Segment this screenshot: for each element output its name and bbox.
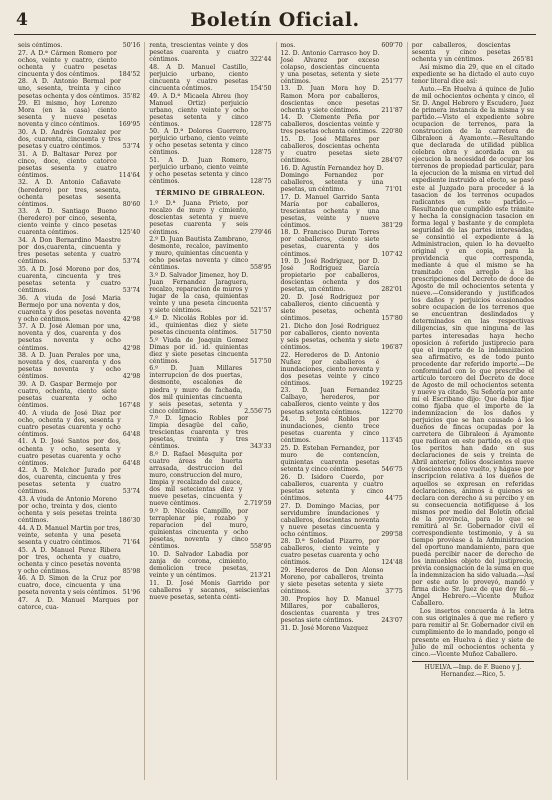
ledger-entry <box>149 42 271 63</box>
entry-amount: 558'95 <box>250 543 272 551</box>
entry-text: 38. A D. Juan Perales por una, noventa y dos, cuarenta y dos pesetas noventa y ocho céntimos. <box>18 352 121 381</box>
entry-text: 21. Dicho don José Rodriguez por caballeros, ciento noventa y seis pesetas, ochenta y siete céntimos. <box>280 322 380 351</box>
entry-amount: 114'64 <box>118 171 141 179</box>
entry-text: 40. A viuda de José Diaz por ocho, ochenta y dos, sesenta y cuatro pesetas cuarenta y ocho céntimos. <box>18 409 121 438</box>
entry-amount: 558'95 <box>250 264 272 272</box>
entry-text: 13. D. Juan Mora hoy D. Ramon Mora por caballeros, doscientas once pesetas ochenta y siete céntimos. <box>280 85 380 114</box>
entry-text: 12. D. Antonio Carrasco hoy D. José Alvarez por exceso colapso, doscientas cincuenta y una pesetas, setenta y siete céntimos. <box>280 49 380 85</box>
entry-amount: 128'75 <box>250 120 272 128</box>
entry-text: 16. D. Agustín Fernandez hoy D. Domingo Fernandez por caballeros, setenta y una pesetas, un céntimo. <box>280 164 384 193</box>
ledger-entry <box>149 415 271 450</box>
printer-imprint: HUELVA.—Imp. de F. Bueno y J. Hernandez.—Rico, 5. <box>412 661 534 678</box>
entry-amount: 64'48 <box>122 459 141 467</box>
entry-text: mos. <box>280 42 296 49</box>
entry-amount: 128'75 <box>250 178 272 186</box>
entry-amount: 53'74 <box>122 143 141 151</box>
ledger-entry <box>281 503 403 538</box>
ledger-entry <box>281 136 403 164</box>
ledger-entry <box>18 42 140 49</box>
section-title: TÉRMINO DE GIBRALEON. <box>155 189 266 198</box>
entry-text: 39. A D. Gaspar Bermejo por cuatro, ochenta, ciento siete pesetas cuarenta y ocho céntimos. <box>18 380 117 410</box>
body-paragraph: Auto.—En Huelva á quince de Julio de mil ochocientos ochenta y cinco, el Sr. D. Angel Hebrero y Escudero, Juez de primera instancia de la misma y su partido.—Visto el expediente sobre ocupacion de terrenos, para la construccion de la carretera de Gibraleon á Ayamonte.—Resultando que declarada de utilidad pública celebra obra y acordada en su ejecucion la necesidad de ocupar los terrenos de propiedad particular, para la ejecucion de la misma en virtud del expediente instruido al efecto, se pasó este al Juzgado para proceder á la tasacion de los terrenos ocupados radicantes en este partido.—Resultando que cumplido este trámite y hecha la consignacion tasacion en forma legal y bastante y de completa seguridad de las partes interesadas, se consintió el expediente á la Administracion, quien lo ha devuelto original y en copia, para la providencia que corresponda, mediante á que el mismo se ha tramitado con arreglo á las prescripciones del Decreto de doce de Agosto de mil ochocientos setenta y nueve.—Considerando y justificados los daños y perjuicios ocasionados sobre ocupacion de los terrenos que se encuentran deslindados y determinados en las respectivas diligencias, sin que ninguna de las partes interesadas haya hecho oposicion á referido justiprecio para que el importe de la indemnizacion sea afirmativo, es de todo punto procedente dar referido importe.—De conformidad con lo que prescribe el artículo tercero del Decreto de doce de Agosto de mil ochocientos setenta y nueve ya citado, Su Señoría por ante mí el Escribano dijo: Que debia fijar como fijaba que el importe de la indemnizacion de los daños y perjuicios que se han causado á los dueños de fincas ocupadas por la carretera de Gibraleon á Ayamonte que radican en este partido, es el que los peritos han dado en sus declaraciones de seis y treinta de Abril anterior, folios doscientos nueve y doscientos once vuelto, y hágase por inscripcion relativa á los dueños de aquellos se expresan en referidas declaraciones, ánimos á quienes se declara con derecho á su percibo y en su consecuencia notifíquese á los mismos por medio del Boletín oficial de la provincia, para lo que se remitirá al Sr. Gobernador civil el correspondiente testimonio, y á su tiempo provéase á la Administracion del oportuno mandamiento, para que pueda percibir nacer de derecho de los inmuebles objeto del justiprecio, prévia consignacion de la suma en que la indemnizacion ha sido valuada.—Así por este auto lo proveyó, mandó y firma dicho Sr. Juez de que doy fé.—Angel Hebrero.—Vicente Muñoz Caballero. <box>411 85 534 608</box>
page-title: Boletín Oficial. <box>190 9 360 31</box>
entry-text: 43. A viuda de Antonio Moreno por ocho, treinta y dos, ciento ochenta y seis pesetas treinta céntimos. <box>18 496 117 525</box>
entry-amount: 44'75 <box>385 494 403 502</box>
ledger-entry <box>281 85 403 113</box>
ledger-entry <box>18 100 140 128</box>
entry-amount: 184'52 <box>118 70 141 78</box>
entry-amount: 167'48 <box>118 402 141 410</box>
ledger-entry <box>18 597 140 611</box>
entry-amount: 282'01 <box>381 286 403 294</box>
entry-amount: 37'75 <box>385 588 403 596</box>
ledger-entry <box>281 50 403 85</box>
entry-text: 49. A D.ª Micaela Abreu (hoy Manuel Ortiz) perjuicio urbano, ciento veinte y ocho pesetas setenta y cinco céntimos. <box>149 92 249 128</box>
entry-text: 2.º D. Juan Bautista Zambrano, desmonte, recalce, pavimento y muro, quinientas cincuenta y ocho pesetas noventa y cinco céntimos. <box>149 236 249 272</box>
ledger-entry <box>149 236 271 271</box>
ledger-entry <box>149 508 271 550</box>
entry-text: 42. A D. Melchor Jurado por dos, cuarenta, cincuenta y tres pesetas setenta y cuatro céntimos. <box>18 467 121 496</box>
entry-text: 46. A D. Simon de la Cruz por cuatro, doce, cincuenta y una peseta noventa y seis céntimos. <box>18 575 121 597</box>
entry-text: 27. D. Domingo Macias, por servidumbre inundaciones y caballeros, doscientas noventa y nueve pesetas cincuenta y ocho céntimos. <box>280 502 380 538</box>
ledger-entry <box>149 365 271 414</box>
body-paragraph: Los insertos concuerda á la letra con sus originales á que me refiero y para remitir al Sr. Gobernador civil en cumplimiento de lo mandado, pongo el presente en Huelva á diez y siete de Julio de mil ochocientos ochenta y cinco.—Vicente Muñoz Caballero. <box>411 608 534 658</box>
entry-amount: 122'70 <box>381 408 403 416</box>
entry-text: 8.º D. Rafael Mesquita por cuatro áreas de huerta arrasada, destruccion del muro, construccion del muro, limpia y recalzado del cauce, dos mil setecientas diez y nueve pesetas, cincuenta y nueve céntimos. <box>149 451 243 508</box>
entry-text: 14. D. Clemente Peña por caballeros, doscientas veinte y tres pesetas ochenta céntimos. <box>280 114 380 136</box>
ledger-entry <box>18 381 140 409</box>
entry-amount: 265'81 <box>512 56 534 64</box>
ledger-entry <box>281 387 403 415</box>
ledger-entry <box>18 151 140 179</box>
entry-text: 24. D. José Robles por inundaciones, ciento trece pesetas cuarenta y cinco céntimos. <box>280 416 380 445</box>
entry-amount: 196'87 <box>381 343 403 351</box>
ledger-entry <box>281 625 403 632</box>
entry-amount: 42'98 <box>122 344 141 352</box>
entry-text: 6.º D. Juan Millares interrupcion de dos puertas, desmonte, escalones de piedra y muro de fachada, dos mil quinientas cincuenta y seis pesetas, setenta y cinco céntimos. <box>149 365 243 415</box>
entry-amount: 343'33 <box>250 443 272 451</box>
entry-text: 17. D. Manuel Garrido Santa María por caballeros, trescientas ochenta y una pesetas, veinte y nueve céntimos. <box>280 193 380 229</box>
ledger-entry <box>149 200 271 235</box>
ledger-entry <box>149 551 271 579</box>
entry-amount: 154'50 <box>250 84 272 92</box>
entry-amount: 243'07 <box>381 617 403 625</box>
ledger-entry <box>18 295 140 323</box>
entry-amount: 381'29 <box>381 221 403 229</box>
entry-text: por caballeros, doscientas sesenta y cinco pesetas ochenta y un céntimos. <box>411 42 511 64</box>
ledger-entry <box>281 165 403 193</box>
ledger-entry <box>18 496 140 524</box>
entry-text: 50. A D.ª Dolores Guerrero, perjuicio urbano, ciento veinte y ocho pesetas setenta y cinco céntimos. <box>149 128 249 157</box>
entry-amount: 284'07 <box>381 157 403 165</box>
ledger-entry <box>18 129 140 150</box>
entry-text: 22. Herederos de D. Antonio Nuñez por caballeros é inundaciones, ciento noventa y dos pesetas veinte y cinco céntimos. <box>280 351 380 387</box>
entry-text: 19. D. José Rodriguez, por D. José Rodriguez García propietario por caballeros, doscientas ochenta y dos pesetas, un céntimo. <box>280 258 380 294</box>
entry-text: 45. A D. Manuel Perez Ribera por tres, ochenta y cuatro, ochenta y cinco pesetas noventa y ocho céntimos. <box>18 546 121 575</box>
ledger-entry <box>281 229 403 257</box>
ledger-entry <box>281 474 403 502</box>
entry-amount: 322'44 <box>250 56 272 64</box>
ledger-entry <box>18 78 140 99</box>
entry-text: 9.º D. Nicolás Campillo, por terraplenar pie, rozabo y reparacion del muro, quinientas cincuenta y ocho pesetas, noventa y cinco céntimos. <box>149 508 249 551</box>
entry-amount: 85'98 <box>122 567 141 575</box>
entry-amount: 35'82 <box>122 92 141 100</box>
entry-text: 30. A D. Andrés Gonzalez por dos, cuarenta, cincuenta y tres pesetas y cuatro céntimos. <box>18 128 121 151</box>
entry-amount: 53'74 <box>122 258 141 266</box>
column-4 <box>408 42 538 780</box>
ledger-entry <box>18 410 140 438</box>
ledger-entry <box>281 323 403 351</box>
entry-text: 31. D. José Moreno Vazquez <box>280 624 369 632</box>
ledger-entry <box>18 208 140 236</box>
entry-amount: 50'16 <box>122 42 141 49</box>
page-number: 4 <box>16 10 28 30</box>
entry-amount: 42'98 <box>122 373 141 381</box>
ledger-entry <box>281 416 403 444</box>
ledger-entry <box>149 128 271 156</box>
ledger-entry <box>18 179 140 207</box>
ledger-entry <box>281 538 403 566</box>
ledger-entry <box>18 352 140 380</box>
ledger-entry <box>149 451 271 507</box>
entry-amount: 609'70 <box>381 42 403 49</box>
entry-text: 37. A D. José Aleman por una, noventa y dos, cuarenta y dos pesetas noventa y ocho céntimos. <box>18 323 121 352</box>
entry-text: 35. A D. José Moreno por dos, cuarenta, cincuenta y tres pesetas setenta y cuatro céntimos. <box>18 265 121 294</box>
entry-text: renta, trescientas veinte y dos pesetas cuarenta y cuatro céntimos. <box>149 42 249 64</box>
entry-text: 33. A D. Santiago Bueno (heredero) por cinco, sesenta, ciento veinte y cinco pesetas cuarenta céntimos. <box>18 208 117 237</box>
entry-amount: 128'75 <box>250 149 272 157</box>
ledger-entry <box>18 438 140 466</box>
entry-text: 29. El mismo, hoy Lorenzo Mora (en la casa) ciento sesenta y nueve pesetas noventa y cinco céntimos. <box>18 100 117 129</box>
ledger-entry <box>281 294 403 322</box>
entry-text: 44. A D. Manuel Martin por tres, veinte, setenta y una peseta sesenta y cuatro céntimos. <box>18 524 121 546</box>
entry-amount: 157'80 <box>381 315 403 323</box>
entry-text: 48. A D. Manuel Castillo, perjuicio urbano, ciento cincuenta y cuatro pesetas cincuenta céntimos. <box>149 63 249 92</box>
entry-text: 28. A D. Antonio Bermal por uno, sesenta, treinta y cinco pesetas ochenta y dos céntimos. <box>18 78 121 100</box>
entry-text: 36. A viuda de José Maria Bermejo por una noventa y dos, cuarenta y dos pesetas noventa y ocho céntimos. <box>18 294 121 323</box>
ledger-entry <box>412 42 534 63</box>
entry-text: 23. D. Juan Fernandez Calbayo, herederos, por caballeros, ciento veinte y dos pesetas setenta céntimos. <box>280 387 380 416</box>
entry-amount: 299'58 <box>381 530 403 538</box>
entry-amount: 169'95 <box>118 121 141 129</box>
entry-amount: 251'77 <box>381 77 403 85</box>
entry-amount: 2.719'59 <box>244 500 272 508</box>
entry-text: seis céntimos. <box>18 42 63 49</box>
entry-text: 18. D. Francisco Duran Torres por caballeros, ciento siete pesetas, cuarenta y dos céntimos. <box>280 229 380 258</box>
entry-text: 34. A Don Bernardino Maestre por dos,cuarenta, cincuenta y tres pesetas setenta y cuatro céntimos. <box>18 237 121 266</box>
entry-amount: 517'50 <box>250 328 272 336</box>
entry-amount: 546'75 <box>381 466 403 474</box>
ledger-entry <box>281 567 403 595</box>
entry-text: 5.º Viuda de Joaquin Gomez Dimas por id. id. quinientas diez y siete pesetas cincuenta céntimos. <box>149 336 249 365</box>
entry-text: 32. A D. Antonio Cañavate (heredero) por tres, sesenta, ochenta pesetas sesenta céntimos. <box>18 179 121 208</box>
ledger-entry <box>18 525 140 546</box>
column-2 <box>145 42 276 780</box>
ledger-entry <box>18 575 140 596</box>
entry-text: 51. A D. Juan Romero, perjuicio urbano, ciento veinte y ocho pesetas setenta y cinco céntimos. <box>149 157 249 186</box>
entry-text: 4.º D. Nicolás Robles por id. id., quinientas diez y siete pesetas cincuenta céntimos. <box>149 314 249 336</box>
entry-amount: 113'45 <box>381 437 403 445</box>
entry-text: 30. Propios hoy D. Manuel Millares, por caballeros, doscientas cuarenta y tres pesetas siete céntimos. <box>280 595 380 625</box>
entry-text: 25. D. Esteban Fernandez, por muro de contencion, quinientas cuarenta pesetas setenta y cinco céntimos. <box>280 444 380 474</box>
ledger-entry <box>18 323 140 351</box>
entry-amount: 51'96 <box>122 589 141 597</box>
entry-amount: 186'30 <box>118 517 141 525</box>
entry-text: 26. D. Isidoro Cuerdo, por caballeros, cuarenta y cuatro pesetas setenta y cinco céntimos. <box>280 473 384 502</box>
entry-text: 7.º D. Ignacio Robles por limpia desagüe del caño, trescientas cuarenta y tres pesetas, treinta y tres céntimos. <box>149 415 249 451</box>
ledger-entry <box>281 42 403 49</box>
column-3 <box>277 42 408 780</box>
entry-amount: 517'50 <box>250 357 272 365</box>
entry-amount: 80'60 <box>122 200 141 208</box>
ledger-entry <box>281 445 403 473</box>
page-header <box>14 6 536 35</box>
entry-text: 1.º D.ª Juana Prieto, por recalzo de muro y cimiento, doscientas setenta y nueve pesetas cuarenta y seis céntimos. <box>149 200 249 236</box>
entry-amount: 107'42 <box>381 250 403 258</box>
entry-text: 29. Herederos de Don Alonso Moreno, por caballeros, treinta y siete pesetas setenta y siete céntimos. <box>280 567 384 596</box>
ledger-entry <box>149 580 271 601</box>
entry-text: 31. A D. Baltasar Perez por cinco, doce, ciento catorce pesetas sesenta y cuatro céntimos. <box>18 150 117 179</box>
entry-amount: 53'74 <box>122 488 141 496</box>
entry-amount: 125'40 <box>118 229 141 237</box>
ledger-entry <box>18 467 140 495</box>
ledger-entry <box>18 50 140 78</box>
entry-text: 47. A D. Manuel Marques por catorce, cua- <box>18 597 139 612</box>
ledger-entry <box>281 596 403 624</box>
ledger-entry <box>18 266 140 294</box>
text-columns <box>14 42 538 780</box>
entry-text: 11. D. José Monis Garrido por cahalleros y sacanos, seiscientas nueve pesetas, setenta cénti- <box>149 579 270 601</box>
entry-amount: 124'48 <box>381 559 403 567</box>
entry-amount: 53'74 <box>122 286 141 294</box>
column-1 <box>14 42 145 780</box>
body-paragraph: Así mismo dia 29, que en el citado expediente se ha dictado el auto cuyo tenor literal dice así: <box>411 63 534 85</box>
ledger-entry <box>149 157 271 185</box>
entry-text: 41. A D. José Santos por dos, ochenta y ocho, sesenta y cuatro pesetas cuarenta y ocho céntimos. <box>18 438 121 467</box>
ledger-entry <box>149 315 271 336</box>
entry-amount: 71'01 <box>385 185 403 193</box>
entry-text: 20. D. José Rodriguez por caballeros, ciento cincuenta y siete pesetas, ochenta céntimos. <box>280 293 380 323</box>
ledger-entry <box>149 272 271 314</box>
ledger-entry <box>149 337 271 365</box>
entry-text: 3.º D. Salvador Jimenez, hoy D. Juan Fernandez Jaraguera, recalzo, reparacion de muros y lugar de la casa, quinientas veinte y una peseta cincuenta y siete céntimos. <box>149 271 249 315</box>
entry-amount: 521'57 <box>250 307 272 315</box>
entry-amount: 64'48 <box>122 430 141 438</box>
ledger-entry <box>18 547 140 575</box>
ledger-entry <box>281 114 403 135</box>
entry-amount: 279'46 <box>250 228 272 236</box>
entry-amount: 71'64 <box>122 538 141 546</box>
entry-text: 27. A D.ª Cármen Romero por ochos, veinte y cuatro, ciento ochenta y cuatro pesetas cincuenta y dos céntimos. <box>18 49 117 78</box>
ledger-entry <box>149 64 271 92</box>
entry-amount: 213'21 <box>250 572 272 580</box>
entry-amount: 42'98 <box>122 315 141 323</box>
ledger-entry <box>281 258 403 293</box>
ledger-entry <box>281 352 403 387</box>
entry-amount: 211'87 <box>381 106 403 114</box>
entry-amount: 220'80 <box>381 128 403 136</box>
ledger-entry <box>149 93 271 128</box>
entry-amount: 192'25 <box>381 379 403 387</box>
entry-amount: 2.556'75 <box>244 407 272 415</box>
ledger-entry <box>18 237 140 265</box>
entry-text: 28. D.ª Soledad Pizarro, por caballeros, ciento veinte y cuatro pesetas cuarenta y ocho céntimos. <box>280 538 380 567</box>
ledger-entry <box>281 194 403 229</box>
entry-text: 15. D. José Millares por caballeros, doscientas ochenta y cuatro pesetas siete céntimos. <box>280 135 380 165</box>
entry-text: 10. D. Salvador Labadia por zanja de corona, cimiento, demolicion trece pesetas, veinte y un céntimos. <box>149 550 249 580</box>
